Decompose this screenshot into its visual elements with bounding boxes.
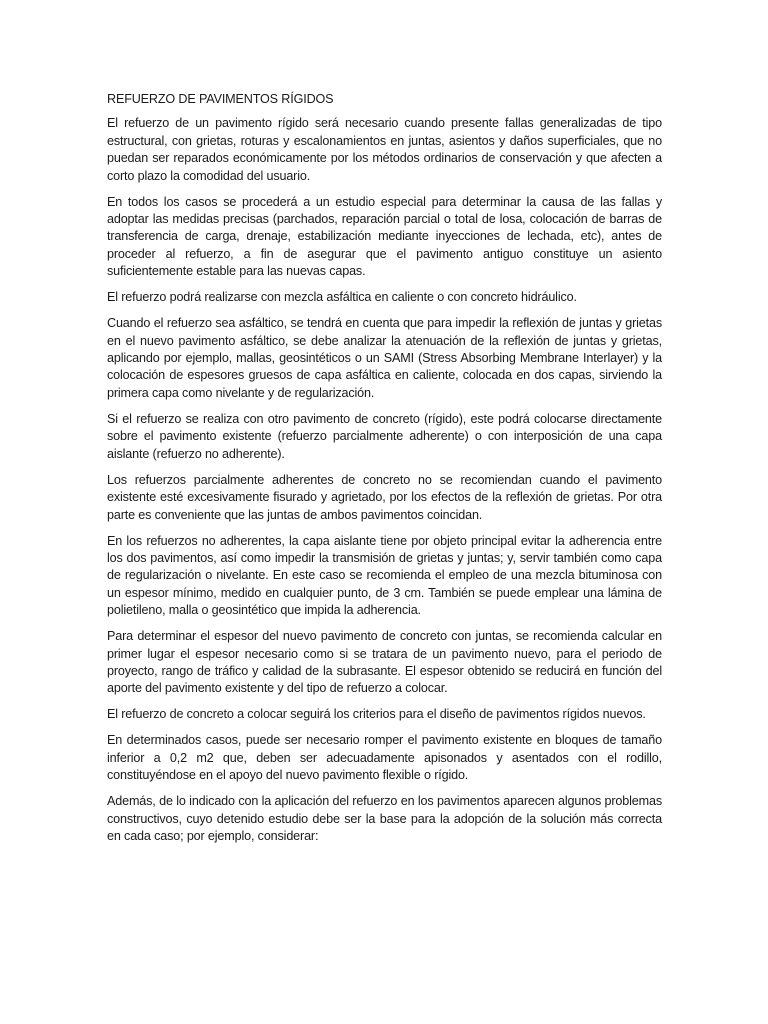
paragraph: En todos los casos se procederá a un estudio especial para determinar la causa de las fallas y adoptar las medidas precisas (parchados, reparación parcial o total de losa, colocación de barras de transferencia de carga, drenaje, estabilización mediante inyecciones de lechada, etc), antes de proceder al refuerzo, a fin de asegurar que el pavimento antiguo constituye un asiento suficientemente estable para las nuevas capas.: [107, 194, 662, 279]
paragraph: En los refuerzos no adherentes, la capa aislante tiene por objeto principal evitar la adherencia entre los dos pavimentos, así como impedir la transmisión de grietas y juntas; y, servir también como capa de regularización o nivelante. En este caso se recomienda el empleo de una mezcla bituminosa con un espesor mínimo, medido en cualquier punto, de 3 cm. También se puede emplear una lámina de polietileno, malla o geosintético que impida la adherencia.: [107, 533, 662, 618]
paragraph: En determinados casos, puede ser necesario romper el pavimento existente en bloques de tamaño inferior a 0,2 m2 que, deben ser adecuadamente apisonados y asentados con el rodillo, constituyéndose en el apoyo del nuevo pavimento flexible o rígido.: [107, 733, 662, 783]
paragraph: Los refuerzos parcialmente adherentes de concreto no se recomiendan cuando el pavimento existente esté excesivamente fisurado y agrietado, por los efectos de la reflexión de grietas. Por otra parte es conveniente que las juntas de ambos pavimentos coincidan.: [107, 472, 662, 522]
paragraph: El refuerzo de concreto a colocar seguirá los criterios para el diseño de pavimentos rígidos nuevos.: [107, 707, 646, 722]
document-page: [107, 91, 662, 854]
paragraph: Además, de lo indicado con la aplicación del refuerzo en los pavimentos aparecen algunos problemas constructivos, cuyo detenido estudio debe ser la base para la adopción de la solución más correcta en cada caso; por ejemplo, considerar:: [107, 794, 662, 843]
paragraph: El refuerzo podrá realizarse con mezcla asfáltica en caliente o con concreto hidráulico.: [107, 290, 577, 305]
paragraph: Para determinar el espesor del nuevo pavimento de concreto con juntas, se recomienda calcular en primer lugar el espesor necesario como si se tratara de un pavimento nuevo, para el periodo de proyecto, rango de tráfico y calidad de la subrasante. El espesor obtenido se reducirá en función del aporte del pavimento existente y del tipo de refuerzo a colocar.: [107, 629, 662, 696]
paragraph: Cuando el refuerzo sea asfáltico, se tendrá en cuenta que para impedir la reflexión de juntas y grietas en el nuevo pavimento asfáltico, se debe analizar la atenuación de la reflexión de juntas y grietas, aplicando por ejemplo, mallas, geosintéticos o un SAMI (Stress Absorbing Membrane Interlayer) y la colocación de espesores gruesos de capa asfáltica en caliente, colocada en dos capas, sirviendo la primera capa como nivelante y de regularización.: [107, 316, 662, 400]
paragraph: El refuerzo de un pavimento rígido será necesario cuando presente fallas generalizadas de tipo estructural, con grietas, roturas y escalonamientos en juntas, asientos y daños superficiales, que no puedan ser reparados económicamente por los métodos ordinarios de conservación y que afecten a corto plazo la comodidad del usuario.: [107, 116, 662, 183]
document-title: REFUERZO DE PAVIMENTOS RÍGIDOS: [107, 92, 334, 106]
paragraph: Si el refuerzo se realiza con otro pavimento de concreto (rígido), este podrá colocarse directamente sobre el pavimento existente (refuerzo parcialmente adherente) o con interposición de una capa aislante (refuerzo no adherente).: [107, 411, 662, 461]
